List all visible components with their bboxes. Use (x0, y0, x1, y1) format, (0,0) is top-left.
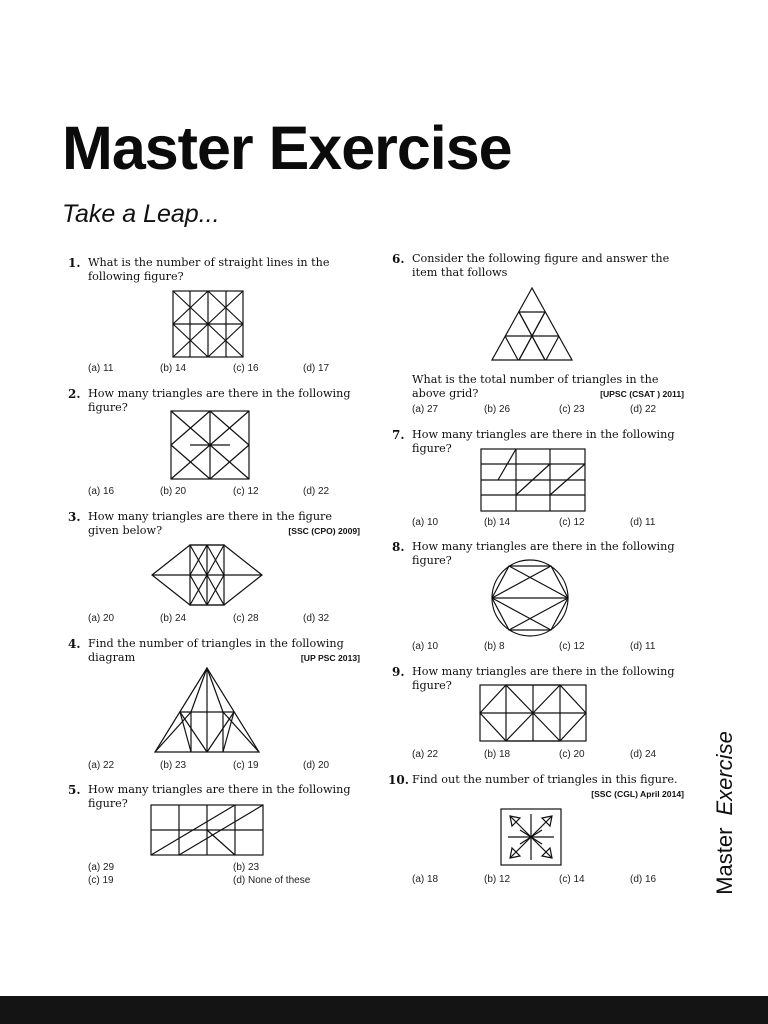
option-c[interactable]: (c) 16 (233, 363, 259, 374)
question-4 (68, 637, 360, 665)
option-b[interactable]: (b) 24 (160, 613, 187, 624)
figure-q7 (480, 448, 586, 512)
option-c[interactable]: (c) 12 (559, 517, 585, 528)
question-source: [UP PSC 2013] (300, 653, 360, 663)
option-b[interactable]: (b) 12 (484, 874, 511, 885)
page-subtitle: Take a Leap... (62, 200, 220, 228)
question-6 (392, 252, 684, 280)
figure-q9 (479, 684, 587, 742)
option-d[interactable]: (d) 20 (303, 760, 330, 771)
option-c[interactable]: (c) 12 (559, 641, 585, 652)
options-q7 (412, 517, 684, 531)
option-c[interactable]: (c) 19 (88, 875, 114, 886)
option-c[interactable]: (c) 23 (559, 404, 585, 415)
question-number: 7. (392, 428, 405, 442)
option-a[interactable]: (a) 29 (88, 862, 115, 873)
option-a[interactable]: (a) 27 (412, 404, 439, 415)
option-b[interactable]: (b) 14 (484, 517, 511, 528)
figure-q3 (150, 543, 264, 607)
question-number: 3. (68, 510, 81, 524)
option-b[interactable]: (b) 23 (233, 862, 260, 873)
side-label-exercise: Exercise (712, 730, 737, 816)
figure-q5 (150, 804, 264, 856)
options-q9 (412, 749, 684, 763)
option-c[interactable]: (c) 28 (233, 613, 259, 624)
question-text: Find out the number of triangles in this figure. (412, 773, 678, 786)
figure-q2 (170, 410, 250, 480)
option-a[interactable]: (a) 11 (88, 363, 114, 374)
question-text: How many triangles are there in the following figure? (412, 540, 675, 567)
options-q8 (412, 641, 684, 655)
options-q4 (88, 760, 360, 774)
options-q10 (412, 874, 684, 888)
side-label (705, 725, 745, 900)
option-d[interactable]: (d) 11 (630, 641, 656, 652)
question-6-followup (412, 373, 684, 401)
footer-bar (0, 996, 768, 1024)
option-d[interactable]: (d) None of these (233, 875, 311, 886)
question-source: [UPSC (CSAT ) 2011] (600, 389, 684, 399)
question-number: 10. (388, 773, 409, 787)
option-a[interactable]: (a) 16 (88, 486, 115, 497)
option-c[interactable]: (c) 20 (559, 749, 585, 760)
option-c[interactable]: (c) 14 (559, 874, 585, 885)
question-text: How many triangles are there in the figure given below? (88, 510, 332, 537)
option-b[interactable]: (b) 23 (160, 760, 187, 771)
question-text: How many triangles are there in the following figure? (412, 665, 675, 692)
page-title: Master Exercise (62, 114, 512, 182)
question-number: 8. (392, 540, 405, 554)
option-a[interactable]: (a) 10 (412, 641, 439, 652)
option-b[interactable]: (b) 14 (160, 363, 187, 374)
option-d[interactable]: (d) 24 (630, 749, 657, 760)
figure-q1 (172, 290, 244, 358)
question-source: [SSC (CGL) April 2014] (591, 789, 684, 799)
option-b[interactable]: (b) 20 (160, 486, 187, 497)
side-label-master: Master (712, 827, 737, 895)
option-d[interactable]: (d) 16 (630, 874, 657, 885)
option-b[interactable]: (b) 8 (484, 641, 505, 652)
options-q6 (412, 404, 684, 418)
question-text: How many triangles are there in the following figure? (412, 428, 675, 455)
question-text: Find the number of triangles in the following diagram (88, 637, 344, 664)
option-d[interactable]: (d) 22 (303, 486, 330, 497)
question-text: How many triangles are there in the following figure? (88, 783, 351, 810)
question-number: 9. (392, 665, 405, 679)
question-text: Consider the following figure and answer the item that follows (412, 252, 670, 279)
question-source: [SSC (CPO) 2009] (288, 526, 360, 536)
question-3 (68, 510, 360, 538)
option-d[interactable]: (d) 32 (303, 613, 330, 624)
question-1 (68, 256, 360, 284)
option-c[interactable]: (c) 12 (233, 486, 259, 497)
option-d[interactable]: (d) 17 (303, 363, 330, 374)
question-number: 4. (68, 637, 81, 651)
question-number: 5. (68, 783, 81, 797)
options-q3 (88, 613, 360, 627)
question-10 (388, 773, 684, 799)
question-number: 6. (392, 252, 405, 266)
figure-q4 (153, 666, 261, 754)
option-a[interactable]: (a) 22 (88, 760, 115, 771)
options-q2 (88, 486, 360, 500)
question-text: What is the number of straight lines in the following figure? (88, 256, 330, 283)
question-number: 1. (68, 256, 81, 270)
figure-q8 (489, 558, 571, 638)
option-c[interactable]: (c) 19 (233, 760, 259, 771)
question-number: 2. (68, 387, 81, 401)
option-b[interactable]: (b) 26 (484, 404, 511, 415)
option-a[interactable]: (a) 20 (88, 613, 115, 624)
question-text: How many triangles are there in the following figure? (88, 387, 351, 414)
option-a[interactable]: (a) 10 (412, 517, 439, 528)
figure-q10 (500, 808, 562, 866)
option-a[interactable]: (a) 18 (412, 874, 439, 885)
figure-q6 (490, 286, 574, 362)
option-d[interactable]: (d) 11 (630, 517, 656, 528)
options-q1 (88, 363, 360, 377)
options-q5 (88, 862, 360, 890)
option-b[interactable]: (b) 18 (484, 749, 511, 760)
question-followup: What is the total number of triangles in the above grid? (412, 373, 659, 400)
option-d[interactable]: (d) 22 (630, 404, 657, 415)
option-a[interactable]: (a) 22 (412, 749, 439, 760)
